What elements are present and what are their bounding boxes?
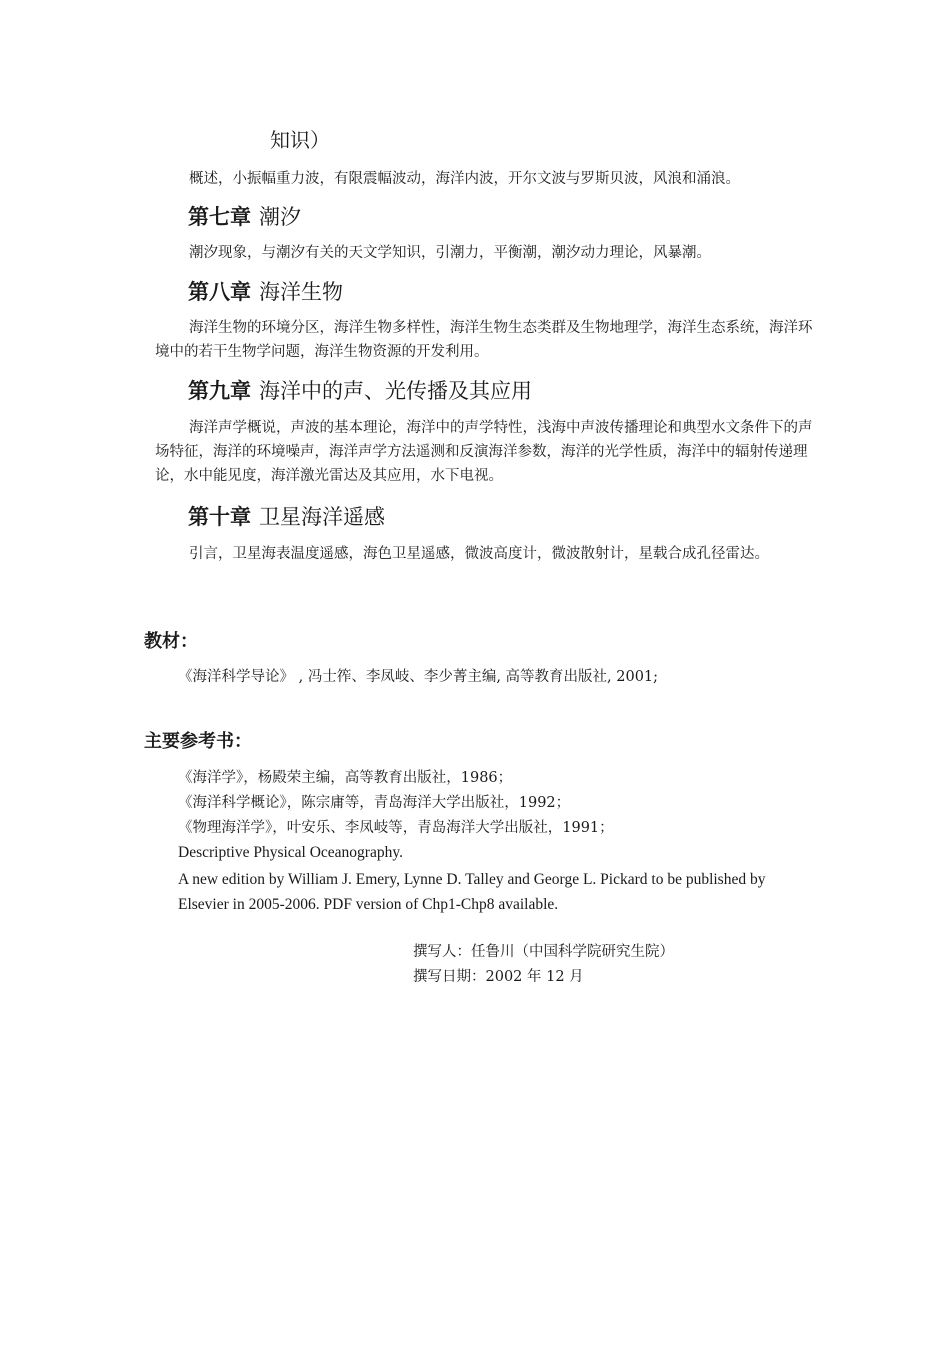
reference-item-note: A new edition by William J. Emery, Lynne D. Talley and George L. Pickard to be published by Elsevier in 2005-2006. PDF version of Chp1-Chp8 available. [178, 871, 766, 913]
date-line: 撰写日期：2002 年 12 月 [413, 969, 584, 985]
textbook-heading: 教材： [144, 631, 198, 652]
chapter-8-text: 海洋生物的环境分区，海洋生物多样性，海洋生物生态类群及生物地理学，海洋生态系统，海洋环境中的若干生物学问题，海洋生物资源的开发利用。 [155, 320, 813, 360]
textbook-entry: 《海洋科学导论》 , 冯士筰、李凤岐、李少菁主编, 高等教育出版社, 2001; [178, 669, 659, 685]
chapter-name: 海洋生物 [259, 280, 343, 304]
continued-chapter-title: 知识） [270, 128, 330, 152]
chapter-10-heading [188, 502, 385, 532]
references-heading: 主要参考书： [144, 731, 252, 752]
chapter-name: 潮汐 [259, 205, 301, 229]
chapter-number: 第十章 [188, 505, 251, 529]
chapter-number: 第七章 [188, 205, 251, 229]
reference-item: Descriptive Physical Oceanography. [178, 844, 403, 861]
continued-chapter-text: 概述，小振幅重力波，有限震幅波动，海洋内波，开尔文波与罗斯贝波，风浪和涌浪。 [189, 171, 740, 187]
chapter-9-text: 海洋声学概说，声波的基本理论，海洋中的声学特性，浅海中声波传播理论和典型水文条件下的声场特征，海洋的环境噪声，海洋声学方法遥测和反演海洋参数，海洋的光学性质，海洋中的辐射传递理论，水中能见度，海洋激光雷达及其应用，水下电视。 [155, 420, 813, 484]
reference-item: 《海洋学》，杨殿荣主编，高等教育出版社，1986； [178, 770, 513, 786]
chapter-7-heading [188, 202, 301, 232]
reference-item: 《海洋科学概论》，陈宗庸等，青岛海洋大学出版社，1992； [178, 795, 571, 811]
chapter-number: 第八章 [188, 280, 251, 304]
reference-item: 《物理海洋学》，叶安乐、李凤岐等，青岛海洋大学出版社，1991； [178, 820, 614, 836]
chapter-8-heading [188, 277, 343, 307]
author-line: 撰写人：任鲁川（中国科学院研究生院） [413, 944, 674, 960]
chapter-name: 卫星海洋遥感 [259, 505, 385, 529]
chapter-name: 海洋中的声、光传播及其应用 [259, 379, 532, 403]
chapter-10-text: 引言，卫星海表温度遥感，海色卫星遥感，微波高度计，微波散射计，星载合成孔径雷达。 [189, 546, 769, 562]
chapter-number: 第九章 [188, 379, 251, 403]
chapter-9-heading [188, 376, 532, 406]
chapter-7-text: 潮汐现象，与潮汐有关的天文学知识，引潮力，平衡潮，潮汐动力理论，风暴潮。 [189, 245, 711, 261]
